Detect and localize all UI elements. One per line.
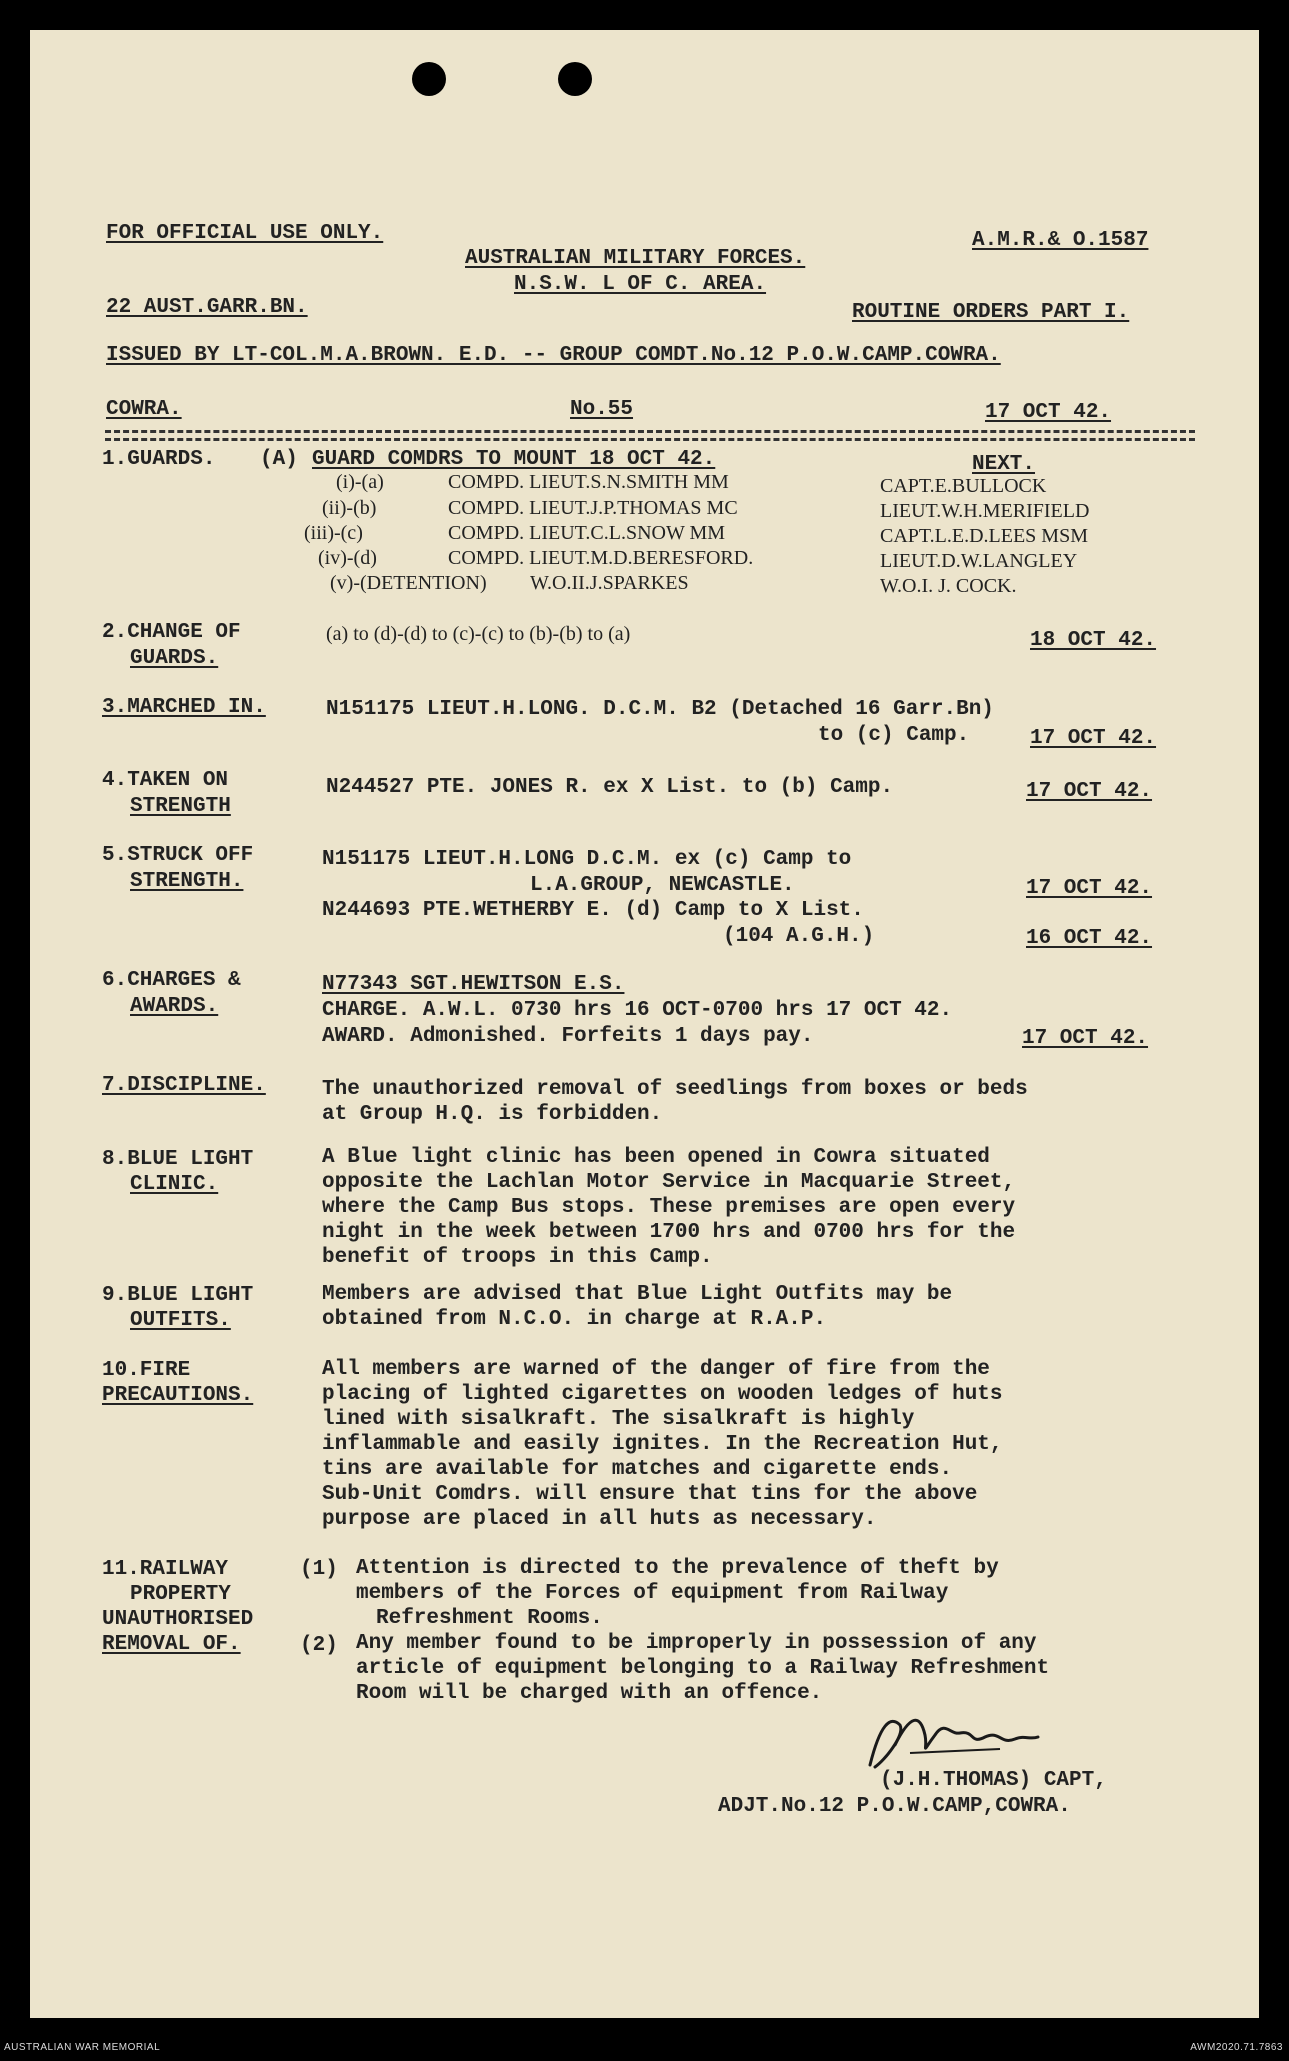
item-8-line: A Blue light clinic has been opened in Cowra situated [322, 1146, 990, 1169]
item-10-heading: 10.FIRE [102, 1359, 191, 1382]
item-11-heading-4: REMOVAL OF. [102, 1633, 241, 1656]
doc-type: ROUTINE ORDERS PART I. [852, 301, 1130, 324]
item-7-heading: 7.DISCIPLINE. [102, 1074, 266, 1097]
item-2-heading-2: GUARDS. [130, 647, 219, 670]
item-5-line-3: N244693 PTE.WETHERBY E. (d) Camp to X List. [322, 899, 864, 922]
guard-row-left: COMPD. LIEUT.C.L.SNOW MM [448, 522, 726, 544]
classification: FOR OFFICIAL USE ONLY. [106, 222, 384, 245]
item-10-line: lined with sisalkraft. The sisalkraft is highly [322, 1408, 915, 1431]
item-9-heading-2: OUTFITS. [130, 1309, 231, 1332]
item-5-line-2: L.A.GROUP, NEWCASTLE. [530, 874, 795, 897]
item-9-line: obtained from N.C.O. in charge at R.A.P. [322, 1308, 827, 1331]
item-10-line: All members are warned of the danger of fire from the [322, 1358, 990, 1381]
item-6-line-3: AWARD. Admonished. Forfeits 1 days pay. [322, 1025, 814, 1048]
item-4-text: N244527 PTE. JONES R. ex X List. to (b) Camp. [326, 776, 894, 799]
place: COWRA. [106, 398, 182, 421]
item-9-heading: 9.BLUE LIGHT [102, 1284, 254, 1307]
item-3-line-2: to (c) Camp. [818, 724, 970, 747]
item-2-date: 18 OCT 42. [1030, 629, 1157, 652]
item-5-date-1: 17 OCT 42. [1026, 877, 1153, 900]
item-9-line: Members are advised that Blue Light Outfits may be [322, 1283, 953, 1306]
item-1-sub: (A) [260, 448, 298, 471]
item-10-line: tins are available for matches and cigarette ends. [322, 1458, 953, 1481]
reference: A.M.R.& O.1587 [972, 229, 1149, 252]
order-number: No.55 [570, 398, 634, 421]
guard-row-label: (iv)-(d) [318, 547, 377, 569]
item-11-para-2-line: Room will be charged with an offence. [356, 1682, 823, 1705]
item-8-heading: 8.BLUE LIGHT [102, 1148, 254, 1171]
item-6-heading-2: AWARDS. [130, 995, 219, 1018]
item-2-text: (a) to (d)-(d) to (c)-(c) to (b)-(b) to (a) [326, 623, 631, 645]
item-10-line: placing of lighted cigarettes on wooden ledges of huts [322, 1383, 1003, 1406]
handwritten-signature [850, 1705, 1040, 1775]
item-5-line-4: (104 A.G.H.) [723, 925, 875, 948]
signer-name: (J.H.THOMAS) CAPT, [880, 1769, 1107, 1792]
item-3-heading: 3.MARCHED IN. [102, 696, 266, 719]
item-10-line: purpose are placed in all huts as necessary. [322, 1508, 877, 1531]
item-1-sub-title: GUARD COMDRS TO MOUNT 18 OCT 42. [312, 448, 716, 471]
next-label: NEXT. [972, 453, 1036, 476]
item-11-para-2-num: (2) [300, 1634, 338, 1657]
guard-row-left: COMPD. LIEUT.J.P.THOMAS MC [448, 497, 738, 519]
item-11-heading-3: UNAUTHORISED [102, 1608, 254, 1631]
title-line-2: N.S.W. L OF C. AREA. [514, 273, 767, 296]
guard-row-right: W.O.I. J. COCK. [880, 575, 1017, 597]
item-10-line: inflammable and easily ignites. In the Recreation Hut, [322, 1433, 1003, 1456]
item-11-para-1-num: (1) [300, 1558, 338, 1581]
item-5-date-2: 16 OCT 42. [1026, 927, 1153, 950]
item-3-line-1: N151175 LIEUT.H.LONG. D.C.M. B2 (Detached 16 Garr.Bn) [326, 698, 994, 721]
unit: 22 AUST.GARR.BN. [106, 296, 308, 319]
item-4-date: 17 OCT 42. [1026, 780, 1153, 803]
item-6-line-2: CHARGE. A.W.L. 0730 hrs 16 OCT-0700 hrs 17 OCT 42. [322, 999, 953, 1022]
item-4-heading: 4.TAKEN ON [102, 769, 229, 792]
issued-by: ISSUED BY LT-COL.M.A.BROWN. E.D. -- GROUP COMDT.No.12 P.O.W.CAMP.COWRA. [106, 344, 1001, 367]
punch-hole-right [558, 62, 592, 96]
item-7-line-2: at Group H.Q. is forbidden. [322, 1103, 663, 1126]
guard-row-right: LIEUT.W.H.MERIFIELD [880, 500, 1090, 522]
item-11-para-2-line: article of equipment belonging to a Railway Refreshment [356, 1657, 1050, 1680]
punch-hole-left [412, 62, 446, 96]
guard-row-right: CAPT.E.BULLOCK [880, 475, 1047, 497]
signer-appointment: ADJT.No.12 P.O.W.CAMP,COWRA. [718, 1795, 1071, 1818]
item-6-line-1: N77343 SGT.HEWITSON E.S. [322, 973, 625, 996]
item-11-para-2-line: Any member found to be improperly in possession of any [356, 1632, 1037, 1655]
item-11-heading: 11.RAILWAY [102, 1558, 229, 1581]
item-5-line-1: N151175 LIEUT.H.LONG D.C.M. ex (c) Camp to [322, 848, 852, 871]
guard-row-label: (iii)-(c) [304, 522, 363, 544]
item-8-line: where the Camp Bus stops. These premises are open every [322, 1196, 1016, 1219]
divider [105, 438, 1195, 441]
order-date: 17 OCT 42. [985, 401, 1112, 424]
guard-row-label: (i)-(a) [336, 471, 384, 493]
item-6-date: 17 OCT 42. [1022, 1027, 1149, 1050]
item-10-heading-2: PRECAUTIONS. [102, 1384, 254, 1407]
item-6-heading: 6.CHARGES & [102, 969, 241, 992]
item-10-line: Sub-Unit Comdrs. will ensure that tins for the above [322, 1483, 978, 1506]
item-5-heading: 5.STRUCK OFF [102, 844, 254, 867]
item-4-heading-2: STRENGTH [130, 795, 231, 818]
guard-row-label: (v)-(DETENTION) [330, 572, 487, 594]
guard-row-right: LIEUT.D.W.LANGLEY [880, 550, 1078, 572]
guard-row-left: COMPD. LIEUT.S.N.SMITH MM [448, 471, 729, 493]
title-line-1: AUSTRALIAN MILITARY FORCES. [465, 247, 806, 270]
item-11-heading-2: PROPERTY [130, 1583, 231, 1606]
item-8-line: night in the week between 1700 hrs and 0700 hrs for the [322, 1221, 1016, 1244]
item-3-date: 17 OCT 42. [1030, 727, 1157, 750]
item-11-para-1-line: Refreshment Rooms. [376, 1607, 603, 1630]
item-7-line-1: The unauthorized removal of seedlings from boxes or beds [322, 1078, 1028, 1101]
item-2-heading: 2.CHANGE OF [102, 621, 241, 644]
guard-row-label: (ii)-(b) [322, 497, 377, 519]
item-8-line: opposite the Lachlan Motor Service in Macquarie Street, [322, 1171, 1016, 1194]
divider [105, 430, 1195, 433]
item-11-para-1-line: Attention is directed to the prevalence of theft by [356, 1557, 999, 1580]
item-1-heading: 1.GUARDS. [102, 448, 216, 471]
guard-row-left: W.O.II.J.SPARKES [530, 572, 689, 594]
item-8-line: benefit of troops in this Camp. [322, 1246, 713, 1269]
item-5-heading-2: STRENGTH. [130, 870, 244, 893]
item-8-heading-2: CLINIC. [130, 1173, 219, 1196]
footer-source: AUSTRALIAN WAR MEMORIAL [4, 2042, 161, 2053]
item-11-para-1-line: members of the Forces of equipment from Railway [356, 1582, 949, 1605]
guard-row-right: CAPT.L.E.D.LEES MSM [880, 525, 1088, 547]
guard-row-left: COMPD. LIEUT.M.D.BERESFORD. [448, 547, 754, 569]
footer-accession: AWM2020.71.7863 [1190, 2042, 1283, 2053]
